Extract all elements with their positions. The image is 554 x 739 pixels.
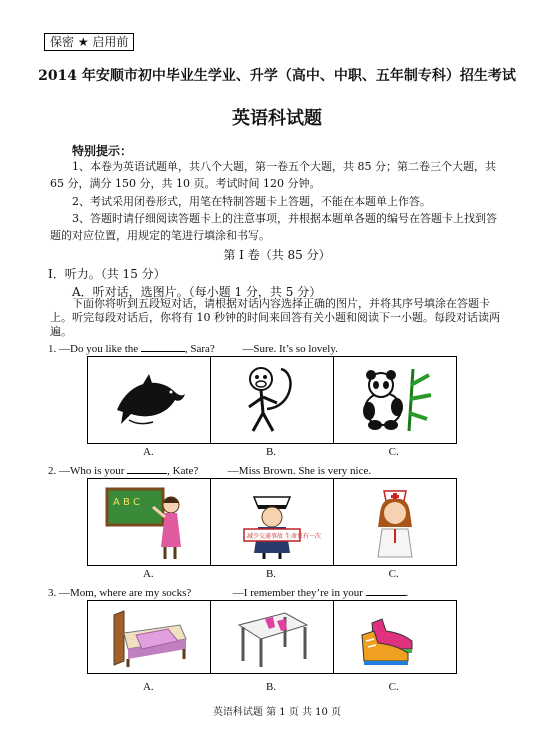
question-2-option-a[interactable]: A. (142, 568, 154, 580)
question-1-option-c[interactable]: C. (388, 446, 399, 458)
policeman-icon (232, 483, 321, 561)
dolphin-icon (109, 370, 189, 430)
question-3-option-b[interactable]: B. (265, 681, 277, 693)
question-3-picture-grid (87, 600, 457, 674)
question-3-reply: —I remember they’re in your (232, 587, 363, 599)
question-1-option-a-picture (88, 357, 211, 443)
page-footer: 英语科试题 第 1 页 共 10 页 (212, 707, 342, 718)
table-icon (229, 605, 315, 669)
question-2-option-c[interactable]: C. (388, 568, 399, 580)
section-title: I．听力。（共 15 分） (48, 267, 166, 281)
question-1-reply: —Sure. It’s so lovely. (242, 343, 338, 355)
question-3-blank (366, 585, 406, 596)
question-1-option-labels (87, 446, 455, 458)
question-2-option-labels (87, 568, 455, 580)
question-2-blank (127, 463, 167, 474)
question-2-option-c-picture (334, 479, 456, 565)
question-3-option-c[interactable]: C. (388, 681, 399, 693)
bed-icon (106, 605, 192, 669)
shoes-icon (352, 605, 438, 669)
subject-title: 英语科试题 (232, 108, 322, 129)
monkey-icon (237, 363, 307, 437)
question-1 (48, 341, 338, 355)
exam-title: 2014 年安顺市初中毕业生学业、升学（高中、中职、五年制专科）招生考试 (38, 68, 516, 84)
question-1-prefix: 1. —Do you like the (48, 343, 139, 355)
nurse-icon (360, 483, 430, 561)
question-1-blank (141, 341, 185, 352)
teacher-icon (103, 483, 195, 561)
sign-text: 减少交通事故 生命只有一次 (247, 533, 321, 540)
question-3-option-a-picture (88, 601, 211, 673)
blackboard-text: A B C (113, 497, 141, 508)
question-1-option-b-picture (211, 357, 334, 443)
section-instructions: 下面你将听到五段短对话，请根据对话内容选择正确的图片，并将其序号填涂在答题卡上。听完每段对话后，你将有 10 秒钟的时间来回答有关小题和阅读下一小题。每段对话读两遍。 (50, 297, 500, 338)
panda-icon (353, 365, 437, 435)
question-2-reply: —Miss Brown. She is very nice. (227, 465, 372, 477)
question-3-option-b-picture (211, 601, 334, 673)
question-1-option-c-picture (334, 357, 456, 443)
notice-heading: 特别提示： (72, 144, 133, 158)
question-2-picture-grid (87, 478, 457, 566)
question-3-option-labels (87, 681, 455, 693)
question-2-option-b[interactable]: B. (265, 568, 277, 580)
question-3-option-c-picture (334, 601, 456, 673)
notice-item-2: 2、考试采用闭卷形式，用笔在特制答题卡上答题，不能在本题单上作答。 (72, 195, 431, 208)
notice-item-3: 3、答题时请仔细阅读答题卡上的注意事项，并根据本题单各题的编号在答题卡上找到答题的对应位置，用规定的笔进行填涂和书写。 (50, 212, 497, 242)
question-1-option-a[interactable]: A. (142, 446, 154, 458)
part-title: 第 I 卷（共 85 分） (223, 248, 331, 262)
question-3-option-a[interactable]: A. (142, 681, 154, 693)
question-1-option-b[interactable]: B. (265, 446, 277, 458)
question-2 (48, 463, 371, 477)
question-2-option-a-picture (88, 479, 211, 565)
question-3: 3. —Mom, where are my socks? —I remember they’re in your . (48, 587, 409, 599)
question-1-middle: , Sara? (184, 343, 215, 355)
notice-item-1: 1、本卷为英语试题单，共八个大题，第一卷五个大题，共 85 分；第二卷三个大题，共 65 分，满分 150 分，共 10 页。考试时间 120 分钟。 (50, 160, 496, 190)
secret-label: 保密 ★ 启用前 (44, 33, 134, 51)
question-1-picture-grid (87, 356, 457, 444)
subsection-title: A．听对话，选图片。（每小题 1 分，共 5 分） (72, 285, 322, 299)
question-3-prefix: 3. —Mom, where are my socks? (48, 587, 192, 599)
question-2-middle: , Kate? (167, 465, 199, 477)
question-2-option-b-picture (211, 479, 334, 565)
question-2-prefix: 2. —Who is your (48, 465, 125, 477)
